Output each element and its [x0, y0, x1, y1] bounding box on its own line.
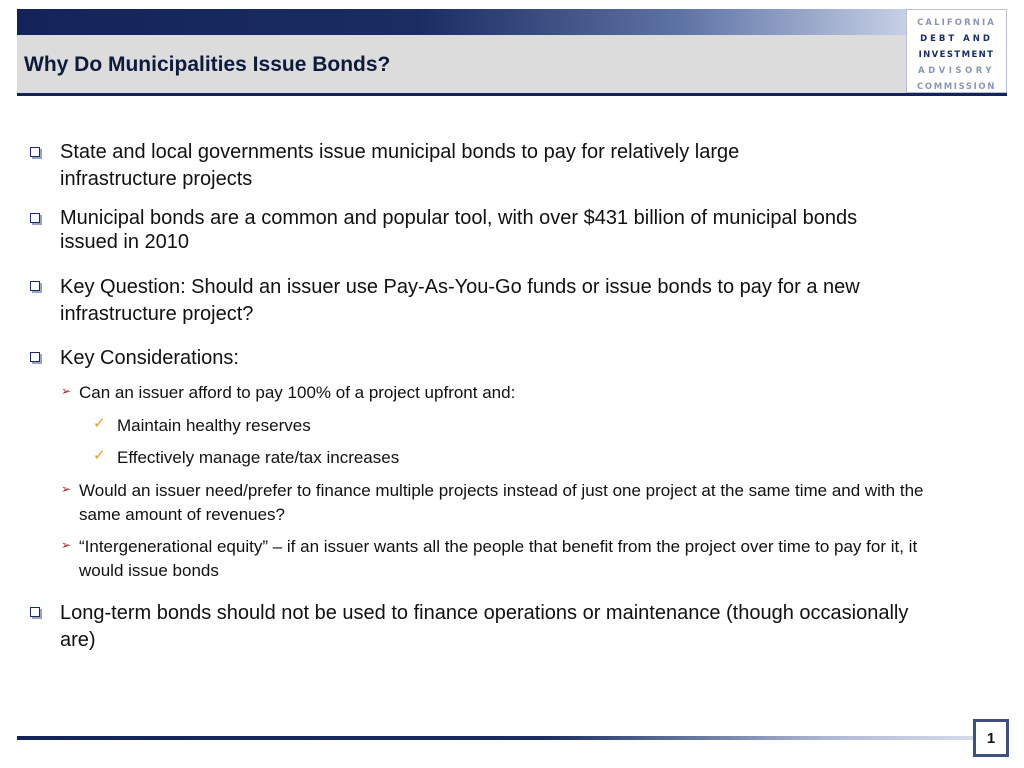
bullet-text: State and local governments issue municipal bonds to pay for relatively large infrastructure projects	[60, 141, 740, 190]
page-number: 1	[973, 719, 1009, 757]
arrow-bullet-icon: ➢	[61, 482, 72, 496]
footer-divider	[17, 736, 973, 740]
checkmark-bullet-icon: ✓	[93, 415, 106, 432]
slide-title: Why Do Municipalities Issue Bonds?	[24, 53, 391, 76]
title-bar	[17, 35, 906, 93]
hollow-square-bullet-icon	[30, 147, 43, 160]
header-gradient-band	[17, 9, 906, 35]
hollow-square-bullet-icon	[30, 281, 43, 294]
hollow-square-bullet-icon	[30, 352, 43, 365]
logo-line-advisory: ADVISORY	[918, 66, 995, 76]
sub-bullet-text: Would an issuer need/prefer to finance multiple projects instead of just one project at the same time and with the same amount of revenues?	[79, 481, 924, 524]
bullet-text: Municipal bonds are a common and popular tool, with over $431 billion of municipal bonds issued in 2010	[60, 207, 858, 253]
logo-line-investment: INVESTMENT	[918, 50, 995, 60]
sub-bullet-text: Can an issuer afford to pay 100% of a project upfront and:	[79, 383, 516, 402]
cdiac-logo	[906, 9, 1007, 93]
check-bullet-text: Effectively manage rate/tax increases	[117, 448, 400, 467]
logo-line-commission: COMMISSION	[917, 82, 996, 92]
title-divider	[17, 93, 1007, 96]
bullet-text: Key Considerations:	[60, 347, 239, 369]
logo-line-debt-and: DEBT AND	[920, 34, 993, 44]
sub-bullet-text: “Intergenerational equity” – if an issuer wants all the people that benefit from the project over time to pay for it, it would issue bonds	[79, 537, 918, 580]
check-bullet-text: Maintain healthy reserves	[117, 416, 311, 435]
bullet-text: Key Question: Should an issuer use Pay-As-You-Go funds or issue bonds to pay for a new infrastructure project?	[60, 276, 860, 325]
arrow-bullet-icon: ➢	[61, 384, 72, 398]
logo-line-california: CALIFORNIA	[917, 18, 996, 28]
hollow-square-bullet-icon	[30, 213, 43, 226]
arrow-bullet-icon: ➢	[61, 538, 72, 552]
bullet-text: Long-term bonds should not be used to finance operations or maintenance (though occasionally are)	[60, 602, 909, 651]
hollow-square-bullet-icon	[30, 607, 43, 620]
checkmark-bullet-icon: ✓	[93, 447, 106, 464]
